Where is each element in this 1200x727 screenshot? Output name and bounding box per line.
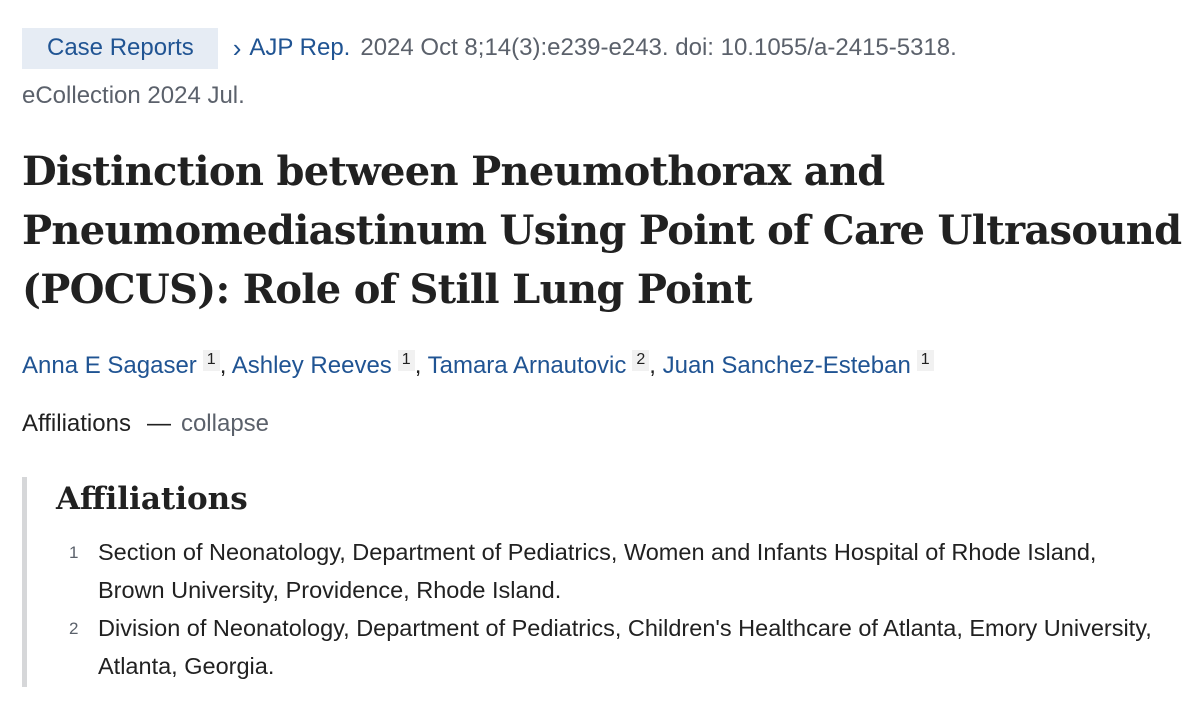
citation-row [22,28,1192,68]
author-link[interactable]: Anna E Sagaser [22,352,197,379]
affiliations-list [57,533,1157,685]
affiliations-toggle[interactable] [22,406,269,442]
article-type-badge[interactable]: Case Reports [22,28,218,69]
affiliations-heading: Affiliations [56,481,248,517]
author-separator: , [414,352,422,379]
collapse-link[interactable]: collapse [180,410,270,437]
affiliation-item [57,609,1157,685]
dash-icon: — [146,410,171,437]
journal-link[interactable]: AJP Rep. [249,34,351,61]
ecollection-text: eCollection 2024 Jul. [22,82,245,109]
article-title: Distinction between Pneumothorax and Pneumomediastinum Using Point of Care Ultrasound (POCUS): Role of Still Lung Point [22,148,1182,313]
author-link[interactable]: Tamara Arnautovic [427,352,627,379]
author-link[interactable]: Juan Sanchez-Esteban [662,352,911,379]
affiliation-text: Division of Neonatology, Department of Pediatrics, Children's Healthcare of Atlanta, Emory University, Atlanta, Georgia. [98,615,1152,679]
affiliation-ref-link[interactable]: 2 [632,350,649,371]
affiliation-ref-link[interactable]: 1 [203,350,220,371]
author-link[interactable]: Ashley Reeves [231,352,392,379]
citation-text: 2024 Oct 8;14(3):e239-e243. doi: 10.1055/a-2415-5318. [360,34,957,61]
affiliation-ref-link[interactable]: 1 [917,350,934,371]
affiliations-panel [22,477,1177,687]
chevron-right-icon: › [232,33,242,63]
affiliations-toggle-label: Affiliations [22,410,131,437]
author-separator: , [649,352,656,379]
affiliation-number: 2 [69,619,79,638]
affiliation-text: Section of Neonatology, Department of Pediatrics, Women and Infants Hospital of Rhode Island, Brown University, Providence, Rhode Island. [98,539,1097,603]
affiliation-number: 1 [69,543,79,562]
affiliation-ref-link[interactable]: 1 [398,350,415,371]
author-list [22,346,934,386]
affiliation-item [57,533,1157,609]
author-separator: , [219,352,227,379]
